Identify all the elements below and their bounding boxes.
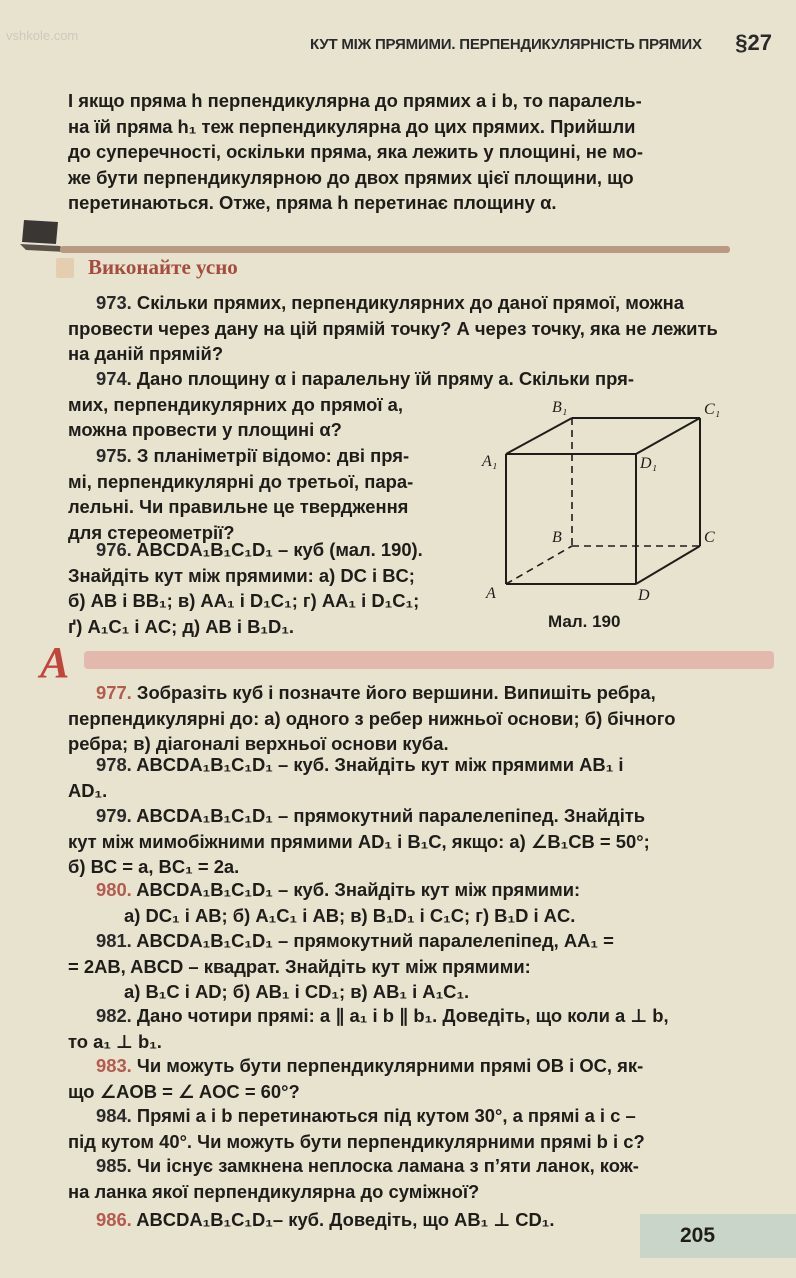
exercise-text: для стереометрії? bbox=[68, 521, 235, 543]
exercise-979 bbox=[68, 803, 723, 880]
exercise-text: кут між мимобіжними прямими AD₁ і B₁C, якщо: а) ∠B₁CB = 50°; bbox=[68, 830, 650, 852]
level-letter: А bbox=[40, 638, 70, 687]
exercise-text: Дано площину α і паралельну їй пряму a. Скільки пря- bbox=[136, 368, 635, 389]
exercise-number: 976. bbox=[96, 539, 132, 560]
exercise-text: ABCDA₁B₁C₁D₁ – прямокутний паралелепіпед, AA₁ = bbox=[136, 930, 614, 951]
divider-bar bbox=[60, 246, 730, 253]
exercise-text: ABCDA₁B₁C₁D₁ – прямокутний паралелепіпед. Знайдіть bbox=[136, 805, 646, 826]
label-b1: B₁ bbox=[552, 399, 568, 416]
exercise-number: 977. bbox=[96, 682, 132, 703]
exercise-number: 973. bbox=[96, 292, 132, 313]
exercise-973 bbox=[68, 290, 723, 367]
exercise-980 bbox=[68, 877, 723, 928]
figure-caption: Мал. 190 bbox=[548, 612, 621, 631]
exercise-text: = 2AB, ABCD – квадрат. Знайдіть кут між прямими: bbox=[68, 955, 531, 977]
label-c: C bbox=[704, 529, 715, 546]
exercise-number: 984. bbox=[96, 1105, 132, 1126]
edge-ab-hidden bbox=[506, 546, 572, 584]
exercise-number: 985. bbox=[96, 1155, 132, 1176]
exercise-text: Прямі a і b перетинаються під кутом 30°, а прямі a і c – bbox=[136, 1105, 636, 1126]
oral-heading: Виконайте усно bbox=[88, 255, 238, 279]
exercise-number: 982. bbox=[96, 1005, 132, 1026]
exercise-text: ґ) A₁C₁ і AC; д) AB і B₁D₁. bbox=[68, 615, 295, 637]
exercise-text: лельні. Чи правильне це твердження bbox=[68, 496, 409, 518]
page-number: 205 bbox=[680, 1224, 716, 1247]
intro-line: І якщо пряма h перпендикулярна до прямих a і b, то паралель- bbox=[68, 90, 642, 111]
exercise-number: 974. bbox=[96, 368, 132, 389]
exercise-text: що ∠AOB = ∠ AOC = 60°? bbox=[68, 1080, 300, 1102]
exercise-text: Знайдіть кут між прямими: а) DC і BC; bbox=[68, 564, 415, 586]
exercise-number: 978. bbox=[96, 754, 132, 775]
level-a-header bbox=[40, 638, 780, 687]
exercise-text: Чи існує замкнена неплоска ламана з п’яти ланок, кож- bbox=[136, 1155, 639, 1176]
exercise-text: а) B₁C і AD; б) AB₁ і CD₁; в) AB₁ і A₁C₁. bbox=[124, 981, 470, 1003]
page-number-tab bbox=[640, 1214, 796, 1258]
chapter-title: КУТ МІЖ ПРЯМИМИ. ПЕРПЕНДИКУЛЯРНІСТЬ ПРЯМИХ bbox=[310, 36, 702, 53]
exercise-text: З планіметрії відомо: дві пря- bbox=[136, 445, 410, 466]
label-a: A bbox=[486, 585, 496, 602]
exercise-982 bbox=[68, 1003, 723, 1054]
exercise-text: б) AB і BB₁; в) AA₁ і D₁C₁; г) AA₁ і D₁C₁; bbox=[68, 590, 420, 612]
exercise-978 bbox=[68, 752, 723, 803]
label-a1: A₁ bbox=[482, 453, 498, 470]
exercise-text: мі, перпендикулярні до третьої, пара- bbox=[68, 470, 414, 492]
exercise-981 bbox=[68, 928, 723, 1005]
intro-line: до суперечності, оскільки пряма, яка лежить у площині, не мо- bbox=[68, 141, 643, 163]
exercise-984 bbox=[68, 1103, 723, 1154]
edge-dc bbox=[636, 546, 700, 584]
level-band bbox=[84, 651, 774, 669]
exercise-number: 986. bbox=[96, 1209, 132, 1230]
exercise-text: то a₁ ⊥ b₁. bbox=[68, 1030, 162, 1052]
exercise-number: 983. bbox=[96, 1055, 132, 1076]
exercise-text: можна провести у площині α? bbox=[68, 419, 342, 441]
edge-a1b1 bbox=[506, 418, 572, 454]
label-c1: C₁ bbox=[704, 401, 721, 418]
label-d: D bbox=[638, 587, 650, 604]
exercise-text: ABCDA₁B₁C₁D₁ – куб. Знайдіть кут між прямими AB₁ і bbox=[136, 754, 624, 775]
section-number: §27 bbox=[735, 30, 772, 55]
exercise-number: 975. bbox=[96, 445, 132, 466]
exercise-983 bbox=[68, 1053, 723, 1104]
exercise-text: ABCDA₁B₁C₁D₁ – куб (мал. 190). bbox=[136, 539, 423, 560]
label-b: B bbox=[552, 529, 562, 546]
intro-paragraph bbox=[68, 88, 723, 216]
exercise-text: ABCDA₁B₁C₁D₁ – куб. Знайдіть кут між прямими: bbox=[136, 879, 581, 900]
exercise-number: 981. bbox=[96, 930, 132, 951]
exercise-text: AD₁. bbox=[68, 779, 108, 801]
intro-line: же бути перпендикулярною до двох прямих цієї площини, що bbox=[68, 166, 634, 188]
exercise-number: 980. bbox=[96, 879, 132, 900]
exercise-976 bbox=[68, 537, 473, 639]
intro-line: перетинаються. Отже, пряма h перетинає площину α. bbox=[68, 192, 557, 214]
exercise-number: 979. bbox=[96, 805, 132, 826]
oral-section-header bbox=[0, 218, 796, 279]
exercise-text: під кутом 40°. Чи можуть бути перпендикулярними прямі b і c? bbox=[68, 1130, 645, 1152]
exercise-text: на ланка якої перпендикулярна до суміжної? bbox=[68, 1180, 480, 1202]
exercise-text: Зобразіть куб і позначте його вершини. Випишіть ребра, перпендикулярні до: а) одного з ребер нижньої основи; б) бічного ребра; в) діагоналі верхньої основи куба. bbox=[68, 682, 676, 755]
exercise-text: мих, перпендикулярних до прямої a, bbox=[68, 393, 404, 415]
cube-figure bbox=[476, 396, 741, 636]
exercise-text: а) DC₁ і AB; б) A₁C₁ і AB; в) B₁D₁ і C₁C; г) B₁D і AC. bbox=[124, 904, 576, 926]
exercise-986 bbox=[68, 1181, 723, 1233]
intro-line: на їй пряма h₁ теж перпендикулярна до цих прямих. Прийшли bbox=[68, 115, 636, 137]
exercise-text: Скільки прямих, перпендикулярних до даної прямої, можна провести через дану на цій прямій точку? А через точку, яка не лежить на даній прямій? bbox=[68, 292, 718, 365]
exercise-text: ABCDA₁B₁C₁D₁– куб. Доведіть, що AB₁ ⊥ CD₁. bbox=[136, 1209, 555, 1230]
marker-square bbox=[56, 258, 74, 278]
exercise-text: Чи можуть бути перпендикулярними прямі OB і OC, як- bbox=[136, 1055, 644, 1076]
exercise-text: Дано чотири прямі: a ∥ a₁ і b ∥ b₁. Доведіть, що коли a ⊥ b, bbox=[136, 1005, 669, 1026]
exercise-975 bbox=[68, 443, 468, 545]
watermark-top: vshkole.com bbox=[6, 28, 79, 43]
page-header bbox=[310, 28, 780, 58]
edge-d1c1 bbox=[636, 418, 700, 454]
label-d1: D₁ bbox=[640, 455, 658, 472]
exercise-977 bbox=[68, 680, 723, 757]
exercise-text: б) BC = a, BC₁ = 2a. bbox=[68, 856, 240, 878]
